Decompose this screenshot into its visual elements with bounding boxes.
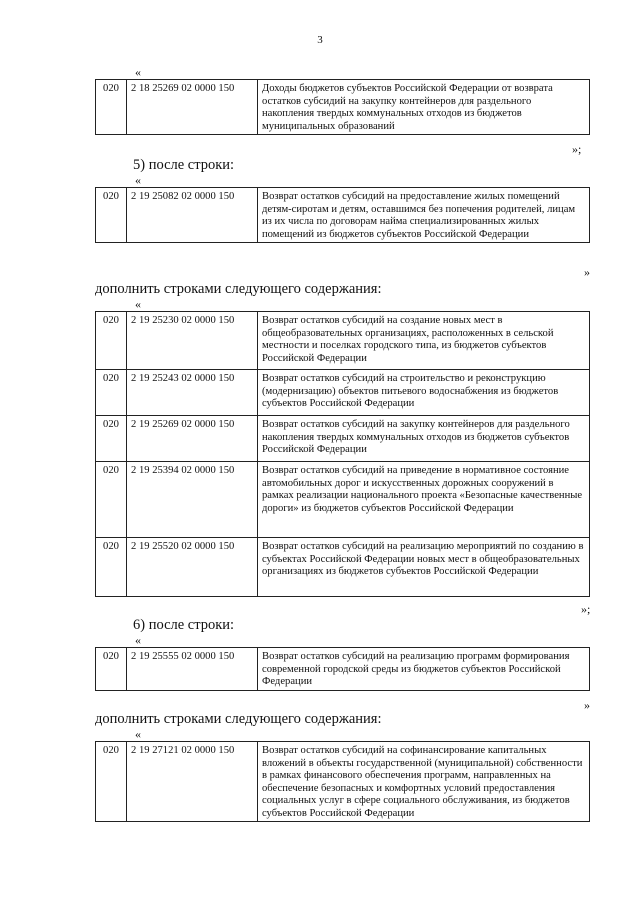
admin-code-cell: 020 xyxy=(96,80,127,135)
close-quote: » xyxy=(584,265,590,279)
page-number: 3 xyxy=(317,34,323,46)
revenue-name-cell: Возврат остатков субсидий на создание новых мест в общеобразовательных организациях, расположенных в сельской местности и поселках городского типа, из бюджетов субъектов Российской Федерации xyxy=(258,312,590,370)
open-quote: « xyxy=(135,173,141,187)
revenue-code-cell: 2 19 25230 02 0000 150 xyxy=(127,312,258,370)
section-heading-5: 5) после строки: xyxy=(133,157,235,173)
table-row xyxy=(96,538,590,597)
table-row xyxy=(96,188,590,243)
section-heading-6: 6) после строки: xyxy=(133,617,235,633)
revenue-code-cell: 2 19 27121 02 0000 150 xyxy=(127,742,258,822)
budget-table xyxy=(95,311,590,597)
budget-table xyxy=(95,647,590,691)
add-rows-text: дополнить строками следующего содержания: xyxy=(95,281,382,297)
table-row xyxy=(96,312,590,370)
open-quote: « xyxy=(135,633,141,647)
table-row xyxy=(96,80,590,135)
revenue-code-cell: 2 19 25243 02 0000 150 xyxy=(127,370,258,416)
admin-code-cell: 020 xyxy=(96,370,127,416)
revenue-code-cell: 2 19 25555 02 0000 150 xyxy=(127,648,258,691)
table-row xyxy=(96,462,590,538)
revenue-name-cell: Возврат остатков субсидий на софинансирование капитальных вложений в объекты государственной (муниципальной) собственности в рамках финансового обеспечения программ, направленных на обеспечение безопасных и комфортных условий предоставления социальных услуг в сфере социального обслуживания, из бюджетов субъектов Российской Федерации xyxy=(258,742,590,822)
revenue-name-cell: Возврат остатков субсидий на закупку контейнеров для раздельного накопления твердых коммунальных отходов из бюджетов субъектов Российской Федерации xyxy=(258,416,590,462)
open-quote: « xyxy=(135,727,141,741)
budget-table xyxy=(95,187,590,243)
admin-code-cell: 020 xyxy=(96,188,127,243)
admin-code-cell: 020 xyxy=(96,742,127,822)
revenue-code-cell: 2 18 25269 02 0000 150 xyxy=(127,80,258,135)
table-row xyxy=(96,742,590,822)
admin-code-cell: 020 xyxy=(96,416,127,462)
revenue-code-cell: 2 19 25394 02 0000 150 xyxy=(127,462,258,538)
admin-code-cell: 020 xyxy=(96,312,127,370)
budget-table xyxy=(95,741,590,822)
budget-table xyxy=(95,79,590,135)
admin-code-cell: 020 xyxy=(96,462,127,538)
add-rows-text: дополнить строками следующего содержания: xyxy=(95,711,382,727)
close-quote: » xyxy=(584,698,590,712)
open-quote: « xyxy=(135,297,141,311)
close-quote: »; xyxy=(581,602,591,616)
revenue-name-cell: Доходы бюджетов субъектов Российской Федерации от возврата остатков субсидий на закупку контейнеров для раздельного накопления твердых коммунальных отходов из бюджетов муниципальных образований xyxy=(258,80,590,135)
revenue-name-cell: Возврат остатков субсидий на строительство и реконструкцию (модернизацию) объектов питьевого водоснабжения из бюджетов субъектов Российской Федерации xyxy=(258,370,590,416)
close-quote: »; xyxy=(572,142,582,156)
revenue-name-cell: Возврат остатков субсидий на приведение в нормативное состояние автомобильных дорог и искусственных дорожных сооружений в рамках реализации национального проекта «Безопасные качественные дороги» из бюджетов субъектов Российской Федерации xyxy=(258,462,590,538)
revenue-code-cell: 2 19 25082 02 0000 150 xyxy=(127,188,258,243)
open-quote: « xyxy=(135,65,141,79)
admin-code-cell: 020 xyxy=(96,648,127,691)
revenue-name-cell: Возврат остатков субсидий на предоставление жилых помещений детям-сиротам и детям, оставшимся без попечения родителей, лицам из их числа по договорам найма специализированных жилых помещений из бюджетов субъектов Российской Федерации xyxy=(258,188,590,243)
admin-code-cell: 020 xyxy=(96,538,127,597)
revenue-code-cell: 2 19 25520 02 0000 150 xyxy=(127,538,258,597)
revenue-name-cell: Возврат остатков субсидий на реализацию мероприятий по созданию в субъектах Российской Федерации новых мест в общеобразовательных организациях из бюджетов субъектов Российской Федерации xyxy=(258,538,590,597)
table-row xyxy=(96,416,590,462)
table-row xyxy=(96,370,590,416)
table-row xyxy=(96,648,590,691)
revenue-name-cell: Возврат остатков субсидий на реализацию программ формирования современной городской среды из бюджетов субъектов Российской Федерации xyxy=(258,648,590,691)
revenue-code-cell: 2 19 25269 02 0000 150 xyxy=(127,416,258,462)
